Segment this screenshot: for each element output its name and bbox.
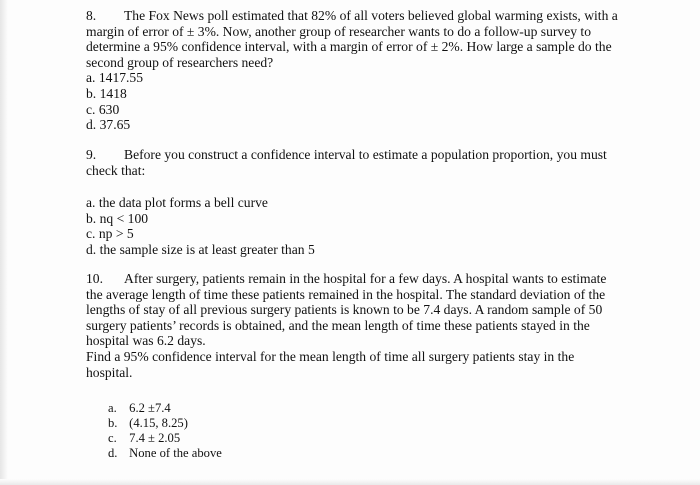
question-8 xyxy=(86,8,620,133)
question-10-number: 10. xyxy=(86,271,103,286)
question-8-option-d: d. 37.65 xyxy=(86,117,131,133)
question-9-option-c: c. np > 5 xyxy=(86,226,134,242)
question-10-option-b: b. (4.15, 8.25) xyxy=(108,415,188,430)
page-shadow-bottom xyxy=(0,479,700,485)
question-9-option-b: b. nq < 100 xyxy=(86,210,149,226)
question-9-options xyxy=(86,195,620,257)
question-10-text: After surgery, patients remain in the hospital for a few days. A hospital wants to estimate the average length of time these patients remained in the hospital. The standard deviation of the lengths of stay of all previous surgery patients is known to be 7.4 days. A random sample of 50 surgery patients’ records is obtained, and the mean length of time these patients stayed in the hospital was 6.2 days. xyxy=(86,271,607,349)
question-10-option-c: c. 7.4 ± 2.05 xyxy=(108,430,181,445)
question-9-option-d: d. the sample size is at least greater than 5 xyxy=(86,241,315,257)
question-8-text: The Fox News poll estimated that 82% of all voters believed global warming exists, with a margin of error of ± 3%. Now, another group of researcher wants to do a follow-up survey to determine a 95% confidence interval, with a margin of error of ± 2%. How large a sample do the second group of researchers need? xyxy=(86,8,618,70)
question-9-option-a: a. the data plot forms a bell curve xyxy=(86,195,268,211)
question-10-prompt: Find a 95% confidence interval for the mean length of time all surgery patients stay in the hospital. xyxy=(86,348,575,380)
question-8-stem xyxy=(86,8,620,70)
question-9 xyxy=(86,147,620,258)
page-shadow-left xyxy=(0,0,8,485)
question-8-number: 8. xyxy=(86,8,97,23)
question-10-stem xyxy=(86,271,620,349)
question-10-options xyxy=(108,401,620,460)
question-8-option-a: a. 1417.55 xyxy=(86,70,144,86)
question-9-stem xyxy=(86,147,620,178)
question-10-option-d: d. None of the above xyxy=(108,445,222,460)
question-8-option-b: b. 1418 xyxy=(86,85,127,101)
question-10-option-a: a. 6.2 ±7.4 xyxy=(108,401,171,416)
question-8-option-c: c. 630 xyxy=(86,101,120,117)
question-9-number: 9. xyxy=(86,147,97,162)
question-9-text: Before you construct a confidence interval to estimate a population proportion, you must check that: xyxy=(86,147,607,178)
question-8-options xyxy=(86,70,620,132)
question-10 xyxy=(86,271,620,460)
